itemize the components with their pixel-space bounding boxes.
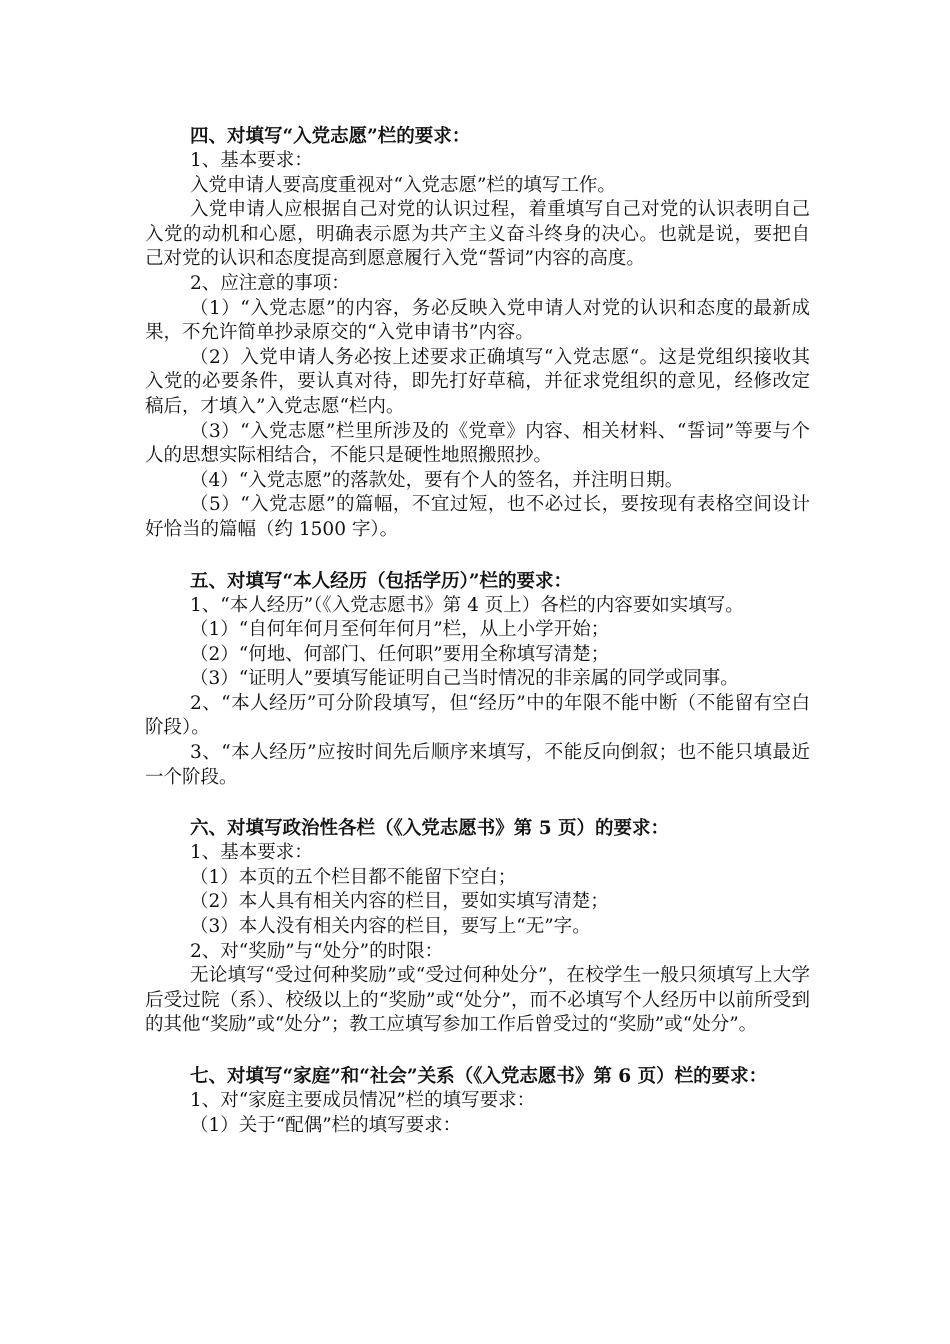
paragraph: （2）本人具有相关内容的栏目，要如实填写清楚； xyxy=(190,891,609,913)
paragraph: （2）“何地、何部门、任何职”要用全称填写清楚； xyxy=(190,643,610,665)
paragraph: 1、基本要求： xyxy=(190,150,313,171)
paragraph: （3）“入党志愿”栏里所涉及的《党章》内容、相关材料、“誓词”等要与个人的思想实际相结合，不能只是硬性地照搬照抄。 xyxy=(145,420,810,467)
section-heading: 五、对填写“本人经历（包括学历）”栏的要求： xyxy=(190,570,573,592)
paragraph: 1、“本人经历”（《入党志愿书》第 4 页上）各栏的内容要如实填写。 xyxy=(190,594,744,616)
paragraph: 2、对“奖励”与“处分”的时限： xyxy=(190,940,444,962)
section-heading: 七、对填写“家庭”和“社会”关系（《入党志愿书》第 6 页）栏的要求： xyxy=(190,1066,768,1087)
paragraph: （2）入党申请人务必按上述要求正确填写“入党志愿“。这是党组织接收其入党的必要条件，要认真对待，即先打好草稿，并征求党组织的意见，经修改定稿后，才填入”入党志愿“栏内。 xyxy=(145,346,810,417)
paragraph: 1、对“家庭主要成员情况”栏的填写要求： xyxy=(190,1090,536,1111)
paragraph: （1）“入党志愿”的内容，务必反映入党申请人对党的认识和态度的最新成果，不允许简单抄录原交的“入党申请书”内容。 xyxy=(145,297,810,344)
paragraph: 1、基本要求： xyxy=(190,842,313,864)
section-6 xyxy=(145,816,810,1038)
paragraph: 入党申请人应根据自己对党的认识过程，着重填写自己对党的认识表明自己入党的动机和心愿，明确表示愿为共产主义奋斗终身的决心。也就是说，要把自己对党的认识和态度提高到愿意履行入党“誓词”内容的高度。 xyxy=(145,199,810,270)
paragraph: 无论填写“受过何种奖励”或“受过何种处分”，在校学生一般只须填写上大学后受过院（系）、校级以上的“奖励”或“处分”，而不必填写个人经历中以前所受到的其他“奖励”或“处分”；教工应填写参加工作后曾受过的“奖励”或“处分”。 xyxy=(145,965,810,1036)
paragraph: （3）“证明人”要填写能证明自己当时情况的非亲属的同学或同事。 xyxy=(190,668,739,690)
section-heading: 四、对填写“入党志愿”栏的要求： xyxy=(190,126,471,147)
paragraph: （1）“自何年何月至何年何月”栏，从上小学开始； xyxy=(190,619,610,641)
paragraph: （4）“入党志愿”的落款处，要有个人的签名，并注明日期。 xyxy=(190,469,684,491)
section-5 xyxy=(145,569,810,791)
paragraph: 入党申请人要高度重视对“入党志愿”栏的填写工作。 xyxy=(190,174,616,196)
section-heading: 六、对填写政治性各栏（《入党志愿书》第 5 页）的要求： xyxy=(190,818,670,840)
paragraph: （1）本页的五个栏目都不能留下空白； xyxy=(190,866,517,888)
paragraph: （3）本人没有相关内容的栏目，要写上“无”字。 xyxy=(190,916,591,938)
paragraph: 2、应注意的事项： xyxy=(190,272,350,294)
section-4 xyxy=(145,124,810,543)
paragraph: 3、“本人经历”应按时间先后顺序来填写，不能反向倒叙；也不能只填最近一个阶段。 xyxy=(145,742,810,788)
paragraph: （5）“入党志愿”的篇幅，不宜过短，也不必过长，要按现有表格空间设计好恰当的篇幅（约 1500 字）。 xyxy=(145,494,810,540)
paragraph: 2、“本人经历”可分阶段填写，但“经历”中的年限不能中断（不能留有空白阶段）。 xyxy=(145,692,810,739)
section-7 xyxy=(145,1064,810,1138)
paragraph: （1）关于“配偶”栏的填写要求： xyxy=(190,1114,462,1136)
